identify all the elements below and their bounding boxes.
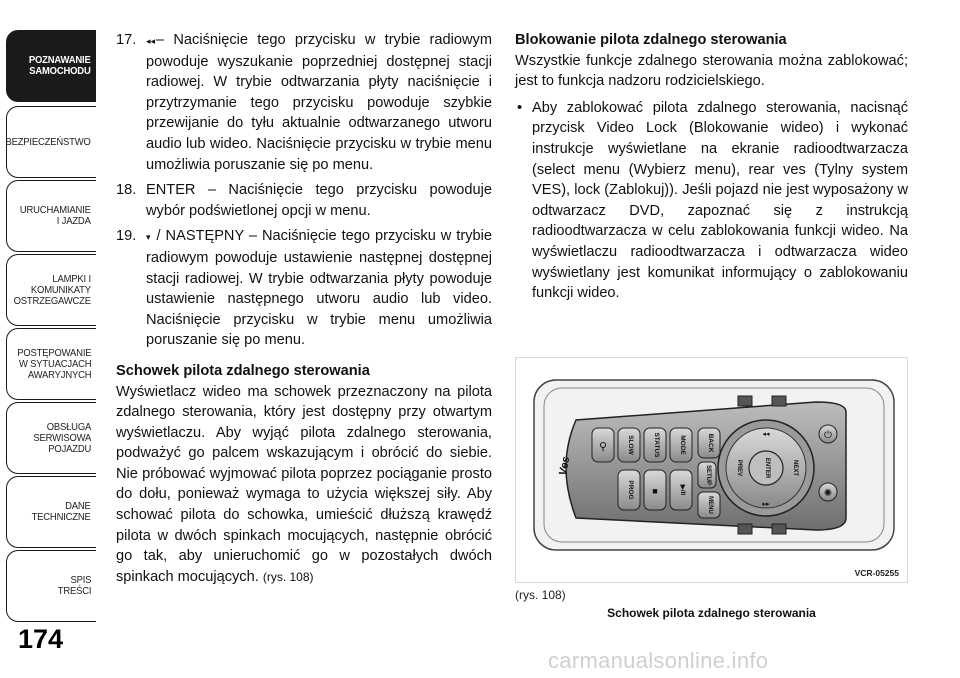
left-column [116,30,492,587]
remote-button-power-person [592,428,614,462]
remote-button-play-pause [670,470,692,510]
mounting-clip [738,396,752,406]
tab-postepowanie-awaryjne[interactable] [6,328,96,400]
person-icon: ⚲ [598,441,608,453]
section-paragraph [116,382,492,588]
tab-poznawanie-samochodu[interactable] [6,30,96,102]
chapter-sidebar [0,0,96,678]
figure-ref: (rys. 108) [515,588,566,602]
rewind-icon: ◂◂ [762,431,770,438]
list-item [116,226,492,351]
remote-control-figure [515,357,908,583]
remote-button-mode [670,428,692,462]
slow-label: SLOW [627,435,634,455]
item-number: 17. [116,32,137,48]
list-item [116,30,492,175]
tab-label: POZNAWANIE SAMOCHODU [29,54,91,77]
item-text: – Naciśnięcie tego przycisku w trybie radiowym powoduje wyszukanie poprzedniej dostępnej stacji radiowej. W trybie odtwarzania płyty naciśnięcie i przytrzymanie tego przycisku powoduje szybkie przewijanie do tyłu aktualnie odtwarzanego utworu audio lub wideo. Naciśnięcie przycisku w trybie menu umożliwia poruszanie się po menu. [146,32,492,173]
tab-uruchamianie-i-jazda[interactable] [6,180,96,252]
section-heading: Schowek pilota zdalnego sterowania [116,362,370,379]
tab-dane-techniczne[interactable] [6,476,96,548]
item-text: / NASTĘPNY – Naciśnięcie tego przycisku w trybie radiowym powoduje ustawienie następnej dostępnej stacji radiowej. W trybie odtwarzania płyty powoduje ustawienie następnego utworu audio lub video. Naciśnięcie przycisku w trybie menu umożliwia poruszanie się po menu. [146,228,492,349]
tab-label: BEZPIECZEŃSTWO [5,135,91,148]
mounting-clip [738,524,752,534]
figure-reference: (rys. 108) [262,569,314,584]
rewind-icon: ◂◂ [146,36,156,46]
item-number: 19. [116,228,137,245]
mounting-clip [772,524,786,534]
list-item [515,98,908,304]
tab-label: POSTĘPOWANIE W SYTUACJACH AWARYJNYCH [16,346,91,381]
prev-label: PREV [736,459,742,477]
play-pause-icon: ▶/II [679,484,686,496]
status-label: STATUS [653,432,660,458]
setup-label: SETUP [705,464,711,486]
remote-button-prog [618,470,640,510]
section-heading: Blokowanie pilota zdalnego sterowania [515,32,787,48]
power-icon: ⏻ [824,430,832,441]
menu-label: MENU [707,496,713,514]
tab-label: SPIS TREŚCI [57,574,91,597]
page-number: 174 [18,624,64,654]
item-number: 18. [116,182,137,199]
figure-caption: Schowek pilota zdalnego sterowania [607,606,816,620]
watermark: carmanualsonline.info [548,648,769,673]
tab-label: LAMPKI I KOMUNIKATY OSTRZEGAWCZE [13,272,92,307]
tab-lampki-i-komunikaty[interactable] [6,254,96,326]
tab-label: OBSŁUGA SERWISOWA POJAZDU [33,420,91,455]
remote-button-slow [618,428,640,462]
remote-control-illustration [516,358,909,584]
fast-forward-icon: ▸▸ [762,501,770,508]
item-text: ENTER – Naciśnięcie tego przycisku powoduje wybór podświetlonej opcji w menu. [146,182,492,219]
remote-button-light [819,483,837,501]
bullet-icon: • [517,99,523,116]
prog-label: PROG [627,480,634,500]
remote-dpad [718,420,814,516]
remote-brand: Ves [557,455,573,477]
bullet-text: Aby zablokować pilota zdalnego sterowania, nacisnąć przycisk Video Lock (Blokowanie wideo) i wykonać instrukcje wyświetlane na ekranie radioodtwarzacza (select menu (Wybierz menu), rear ves (Tylny system VES), lock (Zablokuj)). Jeśli pojazd nie jest wyposażony w odtwarzacz DVD, zapoznać się z instrukcją radioodtwarzacza w celu zablokowania funkcji wideo. Na wyświetlaczu radioodtwarzacza i odtwarzacza wideo wyświetlany jest komunikat informujący o zablokowaniu funkcji wideo. [532,99,908,302]
remote-button-status [644,428,666,462]
mode-label: MODE [679,435,686,455]
figure-code: VCR-05255 [854,568,899,578]
right-column [515,30,908,304]
light-icon: ✺ [823,488,833,499]
back-label: BACK [707,433,714,453]
tab-spis-tresci[interactable] [6,550,96,622]
tab-label: DANE TECHNICZNE [31,500,91,523]
down-arrow-icon: ▾ [146,232,151,243]
tab-label: URUCHAMIANIE I JAZDA [20,204,91,227]
intro-paragraph: Wszystkie funkcje zdalnego sterowania można zablokować; jest to funkcja nadzoru rodzicielskiego. [515,52,908,90]
remote-button-back [698,428,720,458]
remote-button-power [819,425,837,443]
list-item [116,180,492,221]
section-text: Wyświetlacz wideo ma schowek przeznaczony na pilota zdalnego sterowania, który jest dostępny przy otwartym wyświetlaczu. Aby wyjąć pilota zdalnego sterowania, podważyć go palcem wskazującym i obrócić do siebie. Nie próbować wyjmować pilota poprzez pociąganie prosto do dołu, ponieważ wymaga to użycia większej siły. Aby schować pilota do schowka, umieścić dłuższą krawędź pilota w dwóch spinkach mocujących, następnie obrócić go tak, aby unieruchomić go w pozostałych dwóch spinkach mocujących. [116,383,492,585]
mounting-clip [772,396,786,406]
stop-icon: ■ [652,486,658,496]
enter-label: ENTER [764,457,770,479]
tab-bezpieczenstwo[interactable] [6,106,96,178]
next-label: NEXT [792,459,798,477]
tab-obsluga-serwisowa[interactable] [6,402,96,474]
remote-button-setup [698,462,716,488]
remote-button-stop [644,470,666,510]
remote-button-menu [698,492,720,518]
